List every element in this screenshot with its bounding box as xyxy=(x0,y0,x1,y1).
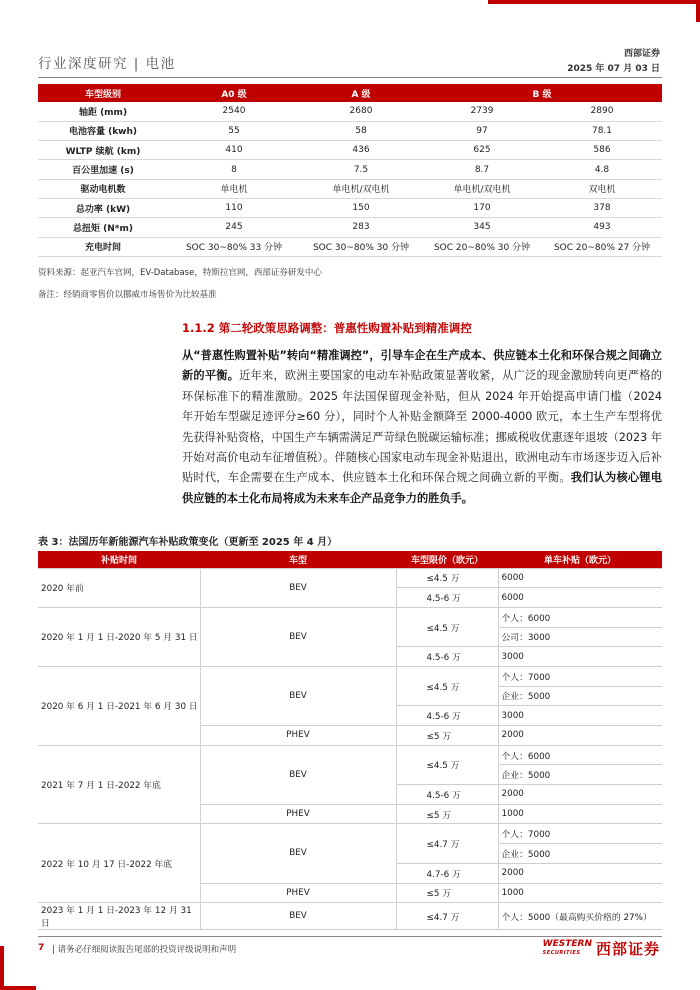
table-row xyxy=(38,903,662,930)
table-cell: 7.5 xyxy=(300,160,422,179)
table-row xyxy=(38,666,662,686)
table-cell: 4.8 xyxy=(542,160,662,179)
table-row xyxy=(38,102,662,121)
price-cell: ≤5 万 xyxy=(396,726,498,746)
table-header-cell: 补贴时间 xyxy=(38,551,200,568)
report-date: 2025 年 07 月 03 日 xyxy=(567,64,660,74)
price-cell: 4.5-6 万 xyxy=(396,706,498,726)
table-cell: 410 xyxy=(168,141,300,160)
row-label: 轴距 (mm) xyxy=(38,102,168,121)
header-divider xyxy=(38,77,662,78)
france-subsidy-table xyxy=(38,551,662,930)
period-cell: 2021 年 7 月 1 日-2022 年底 xyxy=(38,745,200,824)
subsidy-cell: 6000 xyxy=(498,568,662,588)
table-cell: 55 xyxy=(168,121,300,140)
table-row xyxy=(38,568,662,588)
period-cell: 2020 年 6 月 1 日-2021 年 6 月 30 日 xyxy=(38,666,200,745)
table-cell: 78.1 xyxy=(542,121,662,140)
row-label: 充电时间 xyxy=(38,237,168,256)
row-label: 总扭矩 (N*m) xyxy=(38,218,168,237)
table-row xyxy=(38,237,662,256)
subsidy-cell: 2000 xyxy=(498,726,662,746)
table-header-cell: A 级 xyxy=(300,84,422,102)
period-cell: 2020 年 1 月 1 日-2020 年 5 月 31 日 xyxy=(38,607,200,666)
table-cell: 单电机 xyxy=(168,179,300,198)
table-row xyxy=(38,824,662,844)
table-cell: 150 xyxy=(300,198,422,217)
page-number: 7 xyxy=(38,943,45,953)
subsidy-cell: 企业：5000 xyxy=(498,765,662,785)
table-cell: 283 xyxy=(300,218,422,237)
vehicle-spec-table xyxy=(38,84,662,257)
model-cell: BEV xyxy=(200,745,396,804)
table-source: 资料来源：起亚汽车官网，EV-Database，特斯拉官网，西部证券研发中心 xyxy=(38,268,322,278)
table-cell: 378 xyxy=(542,198,662,217)
table-cell: 2540 xyxy=(168,102,300,121)
corner-accent-top-vertical xyxy=(696,0,700,22)
table-cell: SOC 20~80% 27 分钟 xyxy=(542,237,662,256)
row-label: WLTP 续航 (km) xyxy=(38,141,168,160)
subsidy-cell: 2000 xyxy=(498,863,662,883)
table-header-row xyxy=(38,84,662,102)
table-cell: 单电机/双电机 xyxy=(300,179,422,198)
table-cell: 8.7 xyxy=(422,160,542,179)
subsidy-cell: 个人：7000 xyxy=(498,666,662,686)
subsidy-cell: 1000 xyxy=(498,804,662,824)
model-cell: PHEV xyxy=(200,883,396,903)
table-cell: 单电机/双电机 xyxy=(422,179,542,198)
table-cell: 2680 xyxy=(300,102,422,121)
table-cell: 345 xyxy=(422,218,542,237)
table-cell: 586 xyxy=(542,141,662,160)
table-cell: 双电机 xyxy=(542,179,662,198)
period-cell: 2022 年 10 月 17 日-2022 年底 xyxy=(38,824,200,903)
subsidy-cell: 公司：3000 xyxy=(498,627,662,647)
period-cell: 2023 年 1 月 1 日-2023 年 12 月 31 日 xyxy=(38,903,200,930)
subsidy-cell: 个人：5000（最高购买价格的 27%） xyxy=(498,903,662,930)
table-header-cell: 车型级别 xyxy=(38,84,168,102)
logo-chinese: 西部证券 xyxy=(595,940,660,958)
paragraph-body: 近年来，欧洲主要国家的电动车补贴政策显著收紧，从广泛的现金激励转向更严格的环保标准下的精准激励。2025 年法国保留现金补贴，但从 2024 年开始提高申请门槛（2024 年开始车型碳足迹评分≥60 分），同时个人补贴金额降至 2000-4000 欧元，本土生产车型将优先获得补贴资格，中国生产车辆需满足严苛绿色脱碳运输标准；挪威税收优惠逐年退坡（2023 年开始对高价电动车征增值税）。伴随核心国家电动车现金补贴退出，欧洲电动车市场逐步迈入后补贴时代，车企需要在生产成本、供应链本土化和环保合规之间确立新的平衡。 xyxy=(182,369,662,485)
logo-english xyxy=(543,940,592,958)
price-cell: 4.5-6 万 xyxy=(396,647,498,667)
price-cell: 4.7-6 万 xyxy=(396,863,498,883)
table-cell: 170 xyxy=(422,198,542,217)
subsidy-cell: 3000 xyxy=(498,706,662,726)
table-cell: SOC 30~80% 30 分钟 xyxy=(300,237,422,256)
subsidy-cell: 2000 xyxy=(498,785,662,805)
table-cell: SOC 20~80% 30 分钟 xyxy=(422,237,542,256)
model-cell: PHEV xyxy=(200,804,396,824)
table-header-row xyxy=(38,551,662,568)
table-header-cell: 车型 xyxy=(200,551,396,568)
table-header-cell: 单车补贴（欧元） xyxy=(498,551,662,568)
price-cell: 4.5-6 万 xyxy=(396,588,498,608)
table-cell: 58 xyxy=(300,121,422,140)
price-cell: ≤4.5 万 xyxy=(396,745,498,784)
table-row xyxy=(38,160,662,179)
footer-divider xyxy=(38,936,662,937)
subsidy-cell: 1000 xyxy=(498,883,662,903)
price-cell: ≤4.5 万 xyxy=(396,568,498,588)
row-label: 总功率 (kW) xyxy=(38,198,168,217)
table-row xyxy=(38,141,662,160)
model-cell: BEV xyxy=(200,568,396,607)
model-cell: PHEV xyxy=(200,726,396,746)
section-paragraph xyxy=(182,346,662,509)
table-cell: 493 xyxy=(542,218,662,237)
table-cell: 245 xyxy=(168,218,300,237)
subsidy-cell: 6000 xyxy=(498,588,662,608)
table-row xyxy=(38,218,662,237)
price-cell: ≤4.5 万 xyxy=(396,607,498,646)
price-cell: ≤4.5 万 xyxy=(396,666,498,705)
table-cell: 2739 xyxy=(422,102,542,121)
table-header-cell: A0 级 xyxy=(168,84,300,102)
row-label: 电池容量 (kwh) xyxy=(38,121,168,140)
table-cell: 110 xyxy=(168,198,300,217)
corner-accent-bottom-vertical xyxy=(0,946,4,990)
table-cell: 8 xyxy=(168,160,300,179)
table-cell: 625 xyxy=(422,141,542,160)
subsidy-cell: 企业：5000 xyxy=(498,844,662,864)
report-category: 行业深度研究 | 电池 xyxy=(38,56,176,72)
row-label: 百公里加速 (s) xyxy=(38,160,168,179)
table-cell: 2890 xyxy=(542,102,662,121)
logo-english-main: WESTERN xyxy=(542,938,592,949)
table-cell: 97 xyxy=(422,121,542,140)
table-row xyxy=(38,198,662,217)
price-cell: ≤4.7 万 xyxy=(396,824,498,863)
paragraph-tail: 我们认为核心锂电供应链的本土化布局将成为未来车企产品竞争力的胜负手。 xyxy=(182,471,662,505)
paragraph-lead: 从“普惠性购置补贴”转向“精准调控”，引导车企在生产成本、供应链本土化和环保合规之间确立新的平衡。 xyxy=(182,349,662,383)
subsidy-cell: 个人：6000 xyxy=(498,607,662,627)
table-caption: 表 3：法国历年新能源汽车补贴政策变化（更新至 2025 年 4 月） xyxy=(38,537,338,548)
model-cell: BEV xyxy=(200,666,396,725)
table-header-cell: B 级 xyxy=(422,84,662,102)
period-cell: 2020 年前 xyxy=(38,568,200,607)
table-row xyxy=(38,121,662,140)
table-header-cell: 车型限价（欧元） xyxy=(396,551,498,568)
price-cell: ≤5 万 xyxy=(396,883,498,903)
section-title: 1.1.2 第二轮政策思路调整：普惠性购置补贴到精准调控 xyxy=(182,321,472,335)
model-cell: BEV xyxy=(200,607,396,666)
price-cell: ≤5 万 xyxy=(396,804,498,824)
corner-accent-bottom xyxy=(0,986,36,990)
footer-disclaimer: | 请务必仔细阅读报告尾部的投资评级说明和声明 xyxy=(52,945,237,955)
table-cell: 436 xyxy=(300,141,422,160)
table-row xyxy=(38,179,662,198)
price-cell: ≤4.7 万 xyxy=(396,903,498,930)
price-cell: 4.5-6 万 xyxy=(396,785,498,805)
logo-english-sub: SECURITIES xyxy=(542,949,581,956)
subsidy-cell: 个人：7000 xyxy=(498,824,662,844)
table-row xyxy=(38,745,662,765)
subsidy-cell: 3000 xyxy=(498,647,662,667)
table-note: 备注：经销商零售价以挪威市场售价为比较基准 xyxy=(38,290,217,300)
corner-accent-top xyxy=(488,0,700,4)
firm-logo xyxy=(543,938,660,959)
firm-name: 西部证券 xyxy=(623,49,660,59)
model-cell: BEV xyxy=(200,824,396,883)
subsidy-cell: 企业：5000 xyxy=(498,686,662,706)
table-cell: SOC 30~80% 33 分钟 xyxy=(168,237,300,256)
table-row xyxy=(38,607,662,627)
model-cell: BEV xyxy=(200,903,396,930)
row-label: 驱动电机数 xyxy=(38,179,168,198)
subsidy-cell: 个人：6000 xyxy=(498,745,662,765)
